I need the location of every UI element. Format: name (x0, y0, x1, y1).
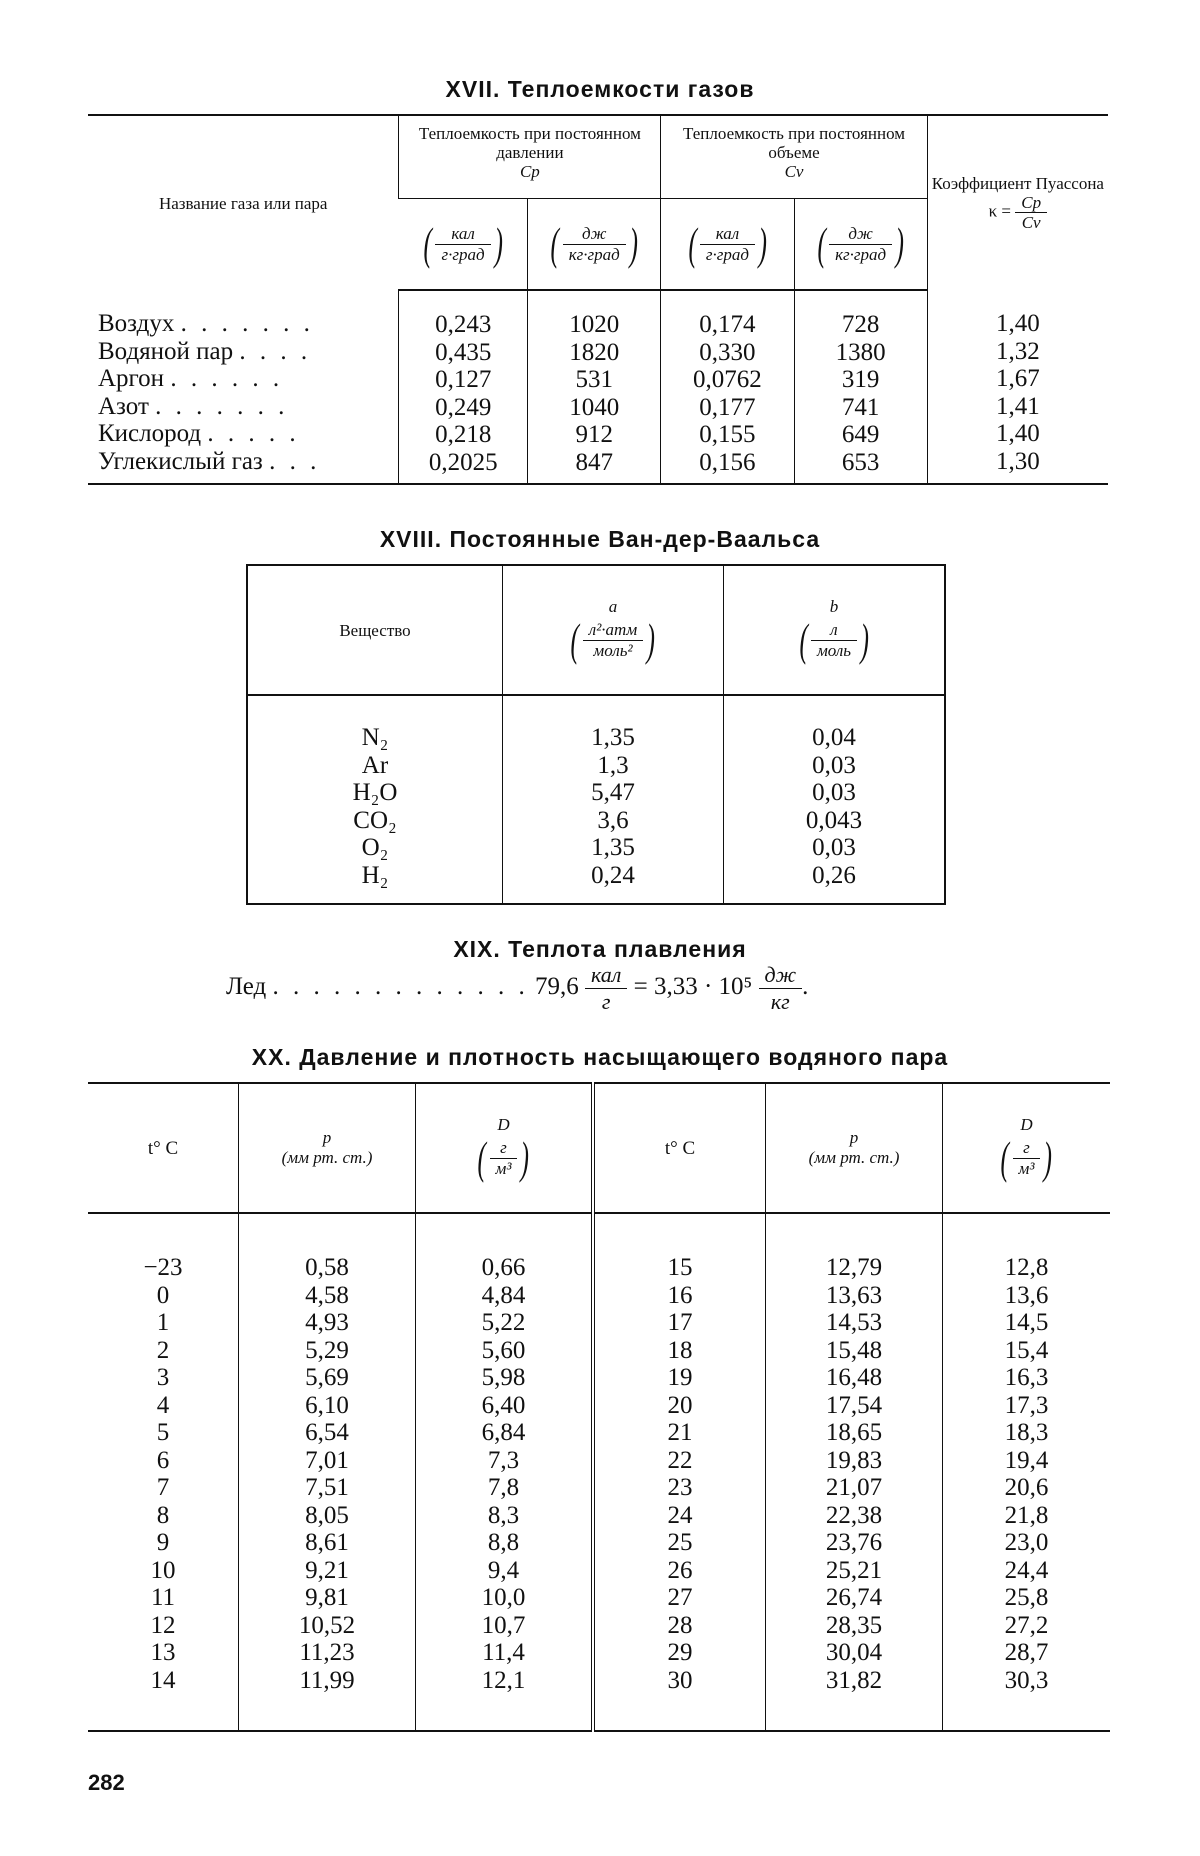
b-label: b (829, 597, 839, 616)
cp-cal-unit: ( $\frac{\text{кал}}{\text{г·град}}$ ) (399, 199, 528, 291)
cal-unit-bot: г (601, 989, 611, 1014)
poisson-numerator: Cp (1015, 193, 1047, 213)
table-17-title: XVII. Теплоемкости газов (445, 76, 755, 102)
ice-value-joule: = 3,33 · 10⁵ (633, 973, 753, 1001)
table-row (88, 1213, 1110, 1731)
joule-unit-top: дж (759, 962, 803, 989)
gas-name: Кислород . . . . . (98, 420, 300, 447)
gas-name: Аргон . . . . . . (98, 365, 284, 392)
cp-symbol: Cp (519, 162, 540, 181)
unit-j-top: дж (563, 224, 626, 245)
density-symbol: D (497, 1115, 510, 1134)
cal-unit-top: кал (585, 962, 627, 989)
density-unit-top: г (1013, 1138, 1041, 1159)
density-unit-top: г (490, 1138, 518, 1159)
table-18-title: XVIII. Постоянные Ван-дер-Ваальса (379, 526, 821, 552)
cp-header-text: Теплоемкость при постоянном давлении (418, 124, 641, 162)
pressure-symbol: p (849, 1128, 859, 1147)
ice-value-cal: 79,6 (535, 973, 579, 1001)
b-column: 0,04 0,03 0,03 0,043 0,03 0,26 (724, 695, 946, 904)
table-row (88, 290, 1108, 484)
unit-j-top: дж (829, 224, 892, 245)
poisson-symbol: κ = (988, 201, 1011, 221)
pressure-header (239, 1083, 416, 1213)
vapor-pressure-table (88, 1082, 1110, 1732)
pressure-unit: (мм рт. ст.) (281, 1148, 373, 1167)
pressure-column: 0,58 4,58 4,93 5,29 5,69 6,10 6,54 7,01 7,51 8,05 8,61 9,21 9,81 10,52 11,23 11,99 (239, 1213, 416, 1731)
unit-cal-bot: г·град (705, 244, 749, 264)
a-unit-bot: моль² (593, 640, 633, 660)
temperature-header-right: t° C (593, 1083, 766, 1213)
cv-j-column: 728 1380 319 741 649 653 (794, 290, 927, 484)
density-column: 0,66 4,84 5,22 5,60 5,98 6,40 6,84 7,3 7,8 8,3 8,8 9,4 10,0 10,7 11,4 12,1 (416, 1213, 594, 1731)
van-der-waals-table (246, 564, 946, 905)
density-unit-bot: м³ (1018, 1158, 1035, 1178)
cv-header-text: Теплоемкость при постоянном объеме (683, 124, 906, 162)
b-header: b ( $\frac{л}{\text{моль}}$ ) (724, 565, 946, 695)
cv-j-unit: ( $\frac{дж}{\text{кг·град}}$ ) (794, 199, 927, 291)
end-period: . (802, 973, 809, 1001)
heat-capacity-table (88, 114, 1108, 485)
pressure-unit: (мм рт. ст.) (808, 1148, 900, 1167)
b-unit-bot: моль (816, 640, 852, 660)
poisson-column: 1,40 1,32 1,67 1,41 1,40 1,30 (927, 290, 1108, 484)
cv-header (661, 115, 927, 199)
density-column-right: 12,8 13,6 14,5 15,4 16,3 17,3 18,3 19,4 20,6 21,8 23,0 24,4 25,8 27,2 28,7 30,3 (943, 1213, 1111, 1731)
joule-unit-bot: кг (770, 989, 790, 1014)
cv-cal-unit: ( $\frac{\text{кал}}{\text{г·град}}$ ) (661, 199, 794, 291)
a-label: a (608, 597, 618, 616)
pressure-column-right: 12,79 13,63 14,53 15,48 16,48 17,54 18,65 19,83 21,07 22,38 23,76 25,21 26,74 28,35 30,04 31,82 (766, 1213, 943, 1731)
cp-header (399, 115, 661, 199)
poisson-header-text: Коэффициент Пуассона (931, 174, 1104, 193)
substance-header: Вещество (247, 565, 503, 695)
a-header: a ( $\frac{\text{л²·атм}}{\text{моль²}}$ ) (503, 565, 724, 695)
density-unit-bot: м³ (495, 1158, 512, 1178)
ice-heat-line (226, 962, 808, 1015)
pressure-header-right (766, 1083, 943, 1213)
gas-names (88, 290, 399, 484)
table-20-title: XX. Давление и плотность насыщающего водяного пара (251, 1044, 949, 1070)
unit-cal-top: кал (435, 224, 490, 245)
gas-name: Водяной пар . . . . (98, 337, 312, 365)
density-header: D ( $\frac{г}{\text{м³}}$ ) (416, 1083, 594, 1213)
cp-j-unit: ( $\frac{дж}{\text{кг·град}}$ ) (528, 199, 661, 291)
a-column: 1,35 1,3 5,47 3,6 1,35 0,24 (503, 695, 724, 904)
page-number: 282 (88, 1770, 125, 1795)
table-row (247, 695, 945, 904)
density-symbol: D (1020, 1115, 1033, 1134)
poisson-denominator: Cv (1021, 213, 1041, 232)
cal-unit-fraction (585, 962, 627, 1015)
substance-column: N₂ Ar H₂O CO₂ O₂ H₂ (352, 724, 398, 889)
unit-cal-bot: г·град (441, 244, 485, 264)
gas-name: Углекислый газ . . . (98, 447, 321, 475)
poisson-fraction (1015, 193, 1047, 232)
gas-name-header: Название газа или пара (158, 193, 328, 213)
cv-cal-column: 0,174 0,330 0,0762 0,177 0,155 0,156 (661, 290, 794, 484)
section-19-title: XIX. Теплота плавления (453, 936, 747, 962)
gas-name: Азот . . . . . . . (98, 392, 289, 420)
unit-j-bot: кг·град (835, 244, 887, 264)
b-unit-top: л (811, 620, 857, 641)
density-header-right: D ( $\frac{г}{\text{м³}}$ ) (943, 1083, 1111, 1213)
temperature-column: −23 0 1 2 3 4 5 6 7 8 9 10 11 12 13 14 (143, 1254, 183, 1694)
joule-unit-fraction (759, 962, 803, 1015)
pressure-symbol: p (322, 1128, 332, 1147)
cv-symbol: Cv (784, 162, 804, 181)
poisson-header (927, 115, 1108, 290)
temperature-header: t° C (88, 1083, 239, 1213)
leader-dots: . . . . . . . . . . . . . (272, 973, 529, 1001)
ice-label: Лед (226, 973, 267, 1001)
temperature-column-right: 15 16 17 18 19 20 21 22 23 24 25 26 27 28 29 30 (593, 1213, 766, 1731)
cp-cal-column: 0,243 0,435 0,127 0,249 0,218 0,2025 (399, 290, 528, 484)
unit-j-bot: кг·град (568, 244, 620, 264)
a-unit-top: л²·атм (583, 620, 643, 641)
cp-j-column: 1020 1820 531 1040 912 847 (528, 290, 661, 484)
gas-name: Воздух . . . . . . . (98, 310, 314, 337)
unit-cal-top: кал (700, 224, 755, 245)
